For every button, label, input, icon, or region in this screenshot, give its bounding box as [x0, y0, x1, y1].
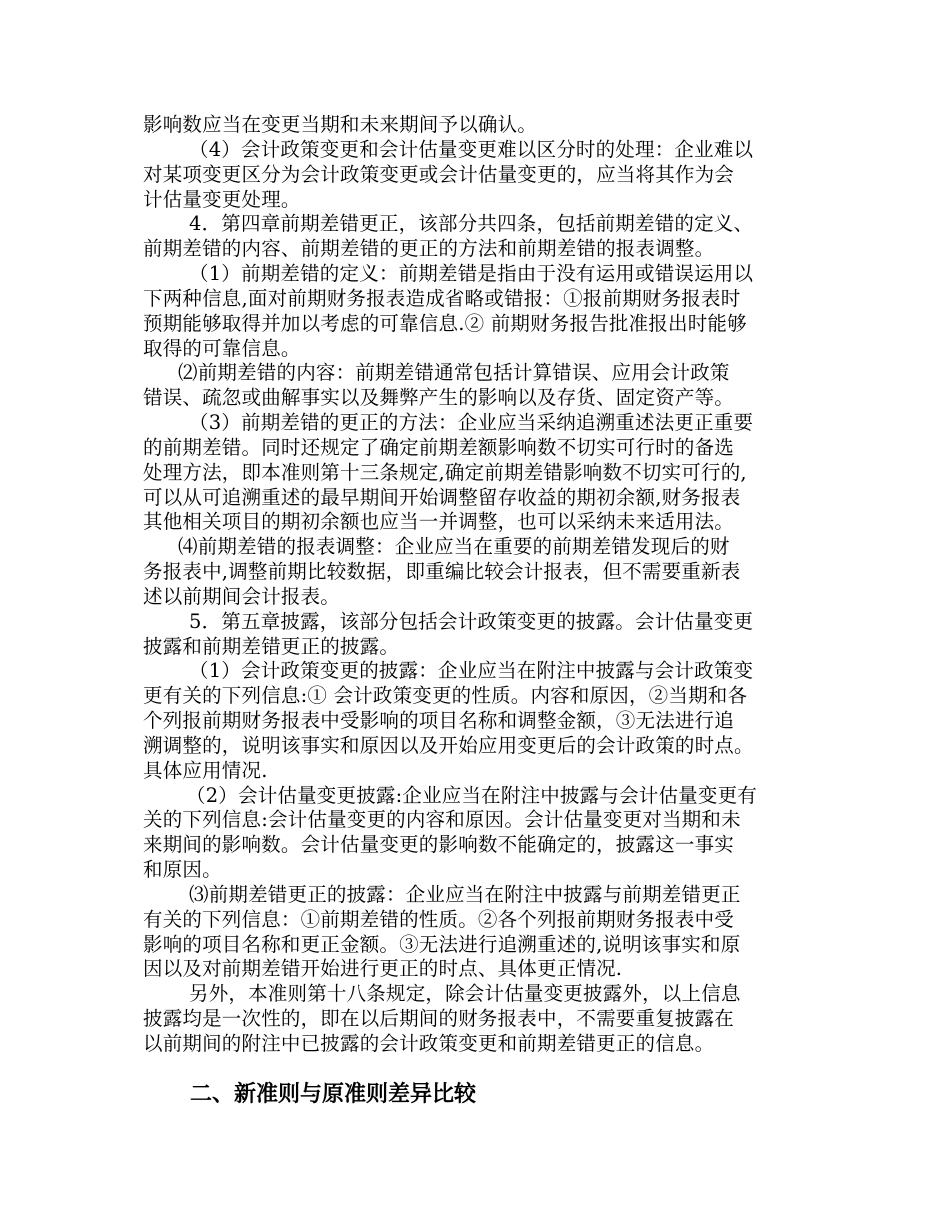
body-line: 影响数应当在变更当期和未来期间予以确认。	[143, 113, 538, 136]
paragraph-first-line: （1）会计政策变更的披露：企业应当在附注中披露与会计政策变	[189, 659, 754, 682]
body-line: 个列报前期财务报表中受影响的项目名称和调整金额，③无法进行追	[143, 709, 735, 732]
paragraph-first-line: ⑵前期差错的内容：前期差错通常包括计算错误、应用会计政策	[178, 361, 730, 384]
body-line: 以前期间的附注中已披露的会计政策变更和前期差错更正的信息。	[143, 1032, 715, 1055]
body-line: 因以及对前期差错开始进行更正的时点、具体更正情况.	[143, 957, 623, 980]
body-line: 错误、疏忽或曲解事实以及舞弊产生的影响以及存货、固定资产等。	[143, 386, 735, 409]
body-line: 来期间的影响数。会计估量变更的影响数不能确定的，披露这一事实	[143, 833, 735, 856]
body-line: 具体应用情况.	[143, 759, 268, 782]
section-heading: 二、新准则与原准则差异比较	[190, 1082, 477, 1107]
body-line: 关的下列信息:会计估量变更的内容和原因。会计估量变更对当期和未	[143, 808, 741, 831]
body-line: 述以前期间会计报表。	[143, 585, 341, 608]
body-line: 预期能够取得并加以考虑的可靠信息.② 前期财务报告批准报出时能够	[143, 312, 747, 335]
body-line: 有关的下列信息：①前期差错的性质。②各个列报前期财务报表中受	[143, 908, 735, 931]
body-line: 更有关的下列信息:① 会计政策变更的性质。内容和原因，②当期和各	[143, 684, 748, 707]
paragraph-first-line: ⑶前期差错更正的披露：企业应当在附注中披露与前期差错更正	[189, 883, 741, 906]
body-line: 务报表中,调整前期比较数据，即重编比较会计报表，但不需要重新表	[143, 560, 741, 583]
body-line: 处理方法，即本准则第十三条规定,确定前期差错影响数不切实可行的,	[143, 461, 747, 484]
body-line: 对某项变更区分为会计政策变更或会计估量变更的，应当将其作为会	[143, 163, 735, 186]
paragraph-first-line: 另外，本准则第十八条规定，除会计估量变更披露外，以上信息	[189, 982, 741, 1005]
body-line: 取得的可靠信息。	[143, 337, 301, 360]
body-line: 的前期差错。同时还规定了确定前期差额影响数不切实可行时的备选	[143, 436, 735, 459]
body-line: 可以从可追溯重述的最早期间开始调整留存收益的期初余额,财务报表	[143, 486, 741, 509]
body-line: 下两种信息,面对前期财务报表造成省略或错报：①报前期财务报表时	[143, 287, 741, 310]
body-line: 其他相关项目的期初余额也应当一并调整，也可以采纳未来适用法。	[143, 510, 735, 533]
body-line: 披露均是一次性的，即在以后期间的财务报表中，不需要重复披露在	[143, 1007, 735, 1030]
body-line: 披露和前期差错更正的披露。	[143, 635, 400, 658]
body-line: 溯调整的，说明该事实和原因以及开始应用变更后的会计政策的时点。	[143, 734, 754, 757]
paragraph-first-line: （2）会计估量变更披露:企业应当在附注中披露与会计估量变更有	[186, 784, 757, 807]
paragraph-first-line: （3）前期差错的更正的方法：企业应当采纳追溯重述法更正重要	[189, 411, 754, 434]
paragraph-first-line: 4．第四章前期差错更正，该部分共四条，包括前期差错的定义、	[189, 212, 754, 235]
paragraph-first-line: ⑷前期差错的报表调整：企业应当在重要的前期差错发现后的财	[178, 535, 730, 558]
body-line: 前期差错的内容、前期差错的更正的方法和前期差错的报表调整。	[143, 237, 715, 260]
paragraph-first-line: 5．第五章披露，该部分包括会计政策变更的披露。会计估量变更	[189, 610, 754, 633]
body-line: 影响的项目名称和更正金额。③无法进行追溯重述的,说明该事实和原	[143, 933, 741, 956]
paragraph-first-line: （1）前期差错的定义：前期差错是指由于没有运用或错误运用以	[189, 262, 754, 285]
paragraph-first-line: （4）会计政策变更和会计估量变更难以区分时的处理：企业难以	[189, 138, 754, 161]
body-line: 计估量变更处理。	[143, 188, 301, 211]
body-line: 和原因。	[143, 858, 222, 881]
